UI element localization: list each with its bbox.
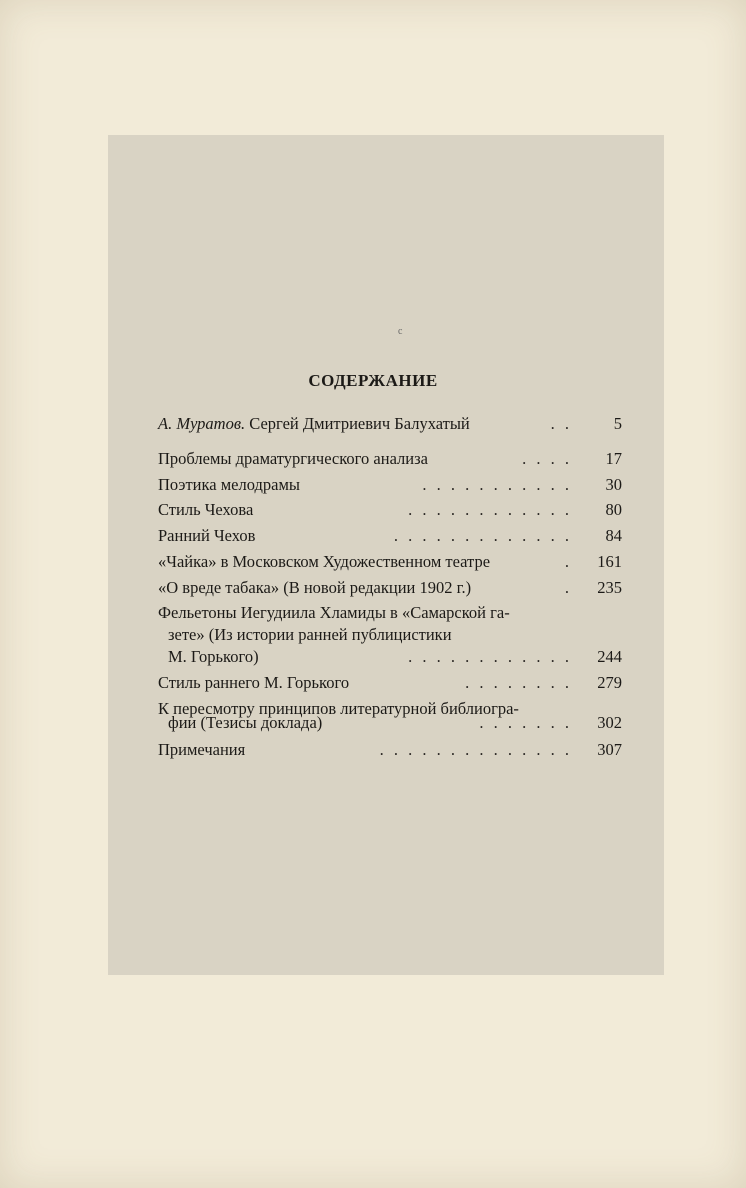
toc-entry-title: Стиль раннего М. Горького	[158, 673, 350, 692]
toc-leader-dots: . .	[550, 414, 572, 433]
toc-leader-dots: .	[564, 552, 572, 571]
toc-page-number: 30	[605, 475, 622, 494]
toc-page-number: 307	[597, 740, 622, 759]
toc-entry-title: К пересмотру принципов литературной библиогра-	[158, 699, 519, 718]
page-title: СОДЕРЖАНИЕ	[308, 371, 438, 390]
toc-entry-author: А. Муратов.	[158, 414, 246, 433]
toc-leader-dots: . . . . . . . . . . .	[422, 475, 572, 494]
toc-page-number: 17	[605, 449, 622, 468]
toc-entry-muratov	[158, 414, 622, 436]
toc-leader-dots: . . . . . . . . . . . .	[408, 647, 572, 666]
toc-leader-dots: . . . . . . . . . . . .	[408, 500, 572, 519]
toc-entry-title: «О вреде табака» (В новой редакции 1902 г.)	[158, 578, 472, 597]
toc-page-number: 5	[613, 414, 622, 433]
toc-entry-line	[158, 625, 622, 647]
toc-entry-title: Фельетоны Иегудиила Хламиды в «Самарской га-	[158, 603, 510, 622]
toc-entry-title: «Чайка» в Московском Художественном театре	[158, 552, 491, 571]
toc-leader-dots: . . . . . . .	[479, 713, 572, 732]
toc-entry-title: А. Муратов. Сергей Дмитриевич Балухатый	[158, 414, 470, 433]
toc-entry	[158, 526, 622, 548]
toc-entry-title: Проблемы драматургического анализа	[158, 449, 428, 468]
toc-page-number: 302	[597, 713, 622, 732]
toc-leader-dots: . . . . . . . . . . . . .	[393, 526, 572, 545]
toc-entry-title: Примечания	[158, 740, 246, 759]
toc-entry-title: М. Горького)	[168, 647, 259, 666]
toc-leader-dots: . . . . . . . . . . . . . .	[379, 740, 572, 759]
toc-entry	[158, 647, 622, 669]
toc-entry-title: Стиль Чехова	[158, 500, 254, 519]
ink-speck: c	[398, 326, 403, 337]
toc-entry	[158, 475, 622, 497]
toc-page-number: 80	[605, 500, 622, 519]
toc-page-number: 235	[597, 578, 622, 597]
toc-leader-dots: . . . . . . . .	[465, 673, 572, 692]
toc-entry	[158, 740, 622, 762]
toc-entry	[158, 578, 622, 600]
toc-entry	[158, 500, 622, 522]
toc-leader-dots: .	[564, 578, 572, 597]
toc-page-number: 279	[597, 673, 622, 692]
toc-entry-title: зете» (Из истории ранней публицистики	[168, 625, 452, 644]
toc-page-number: 244	[597, 647, 622, 666]
toc-entry	[158, 449, 622, 471]
toc-leader-dots: . . . .	[522, 449, 572, 468]
toc-entry-line	[158, 603, 622, 625]
toc-page-number: 84	[605, 526, 622, 545]
toc-page-number: 161	[597, 552, 622, 571]
toc-entry	[158, 673, 622, 695]
toc-entry-title: фии (Тезисы доклада)	[168, 713, 323, 732]
toc-entry-title: Поэтика мелодрамы	[158, 475, 300, 494]
toc-entry	[158, 713, 622, 735]
toc-entry	[158, 552, 622, 574]
toc-entry-title: Ранний Чехов	[158, 526, 256, 545]
